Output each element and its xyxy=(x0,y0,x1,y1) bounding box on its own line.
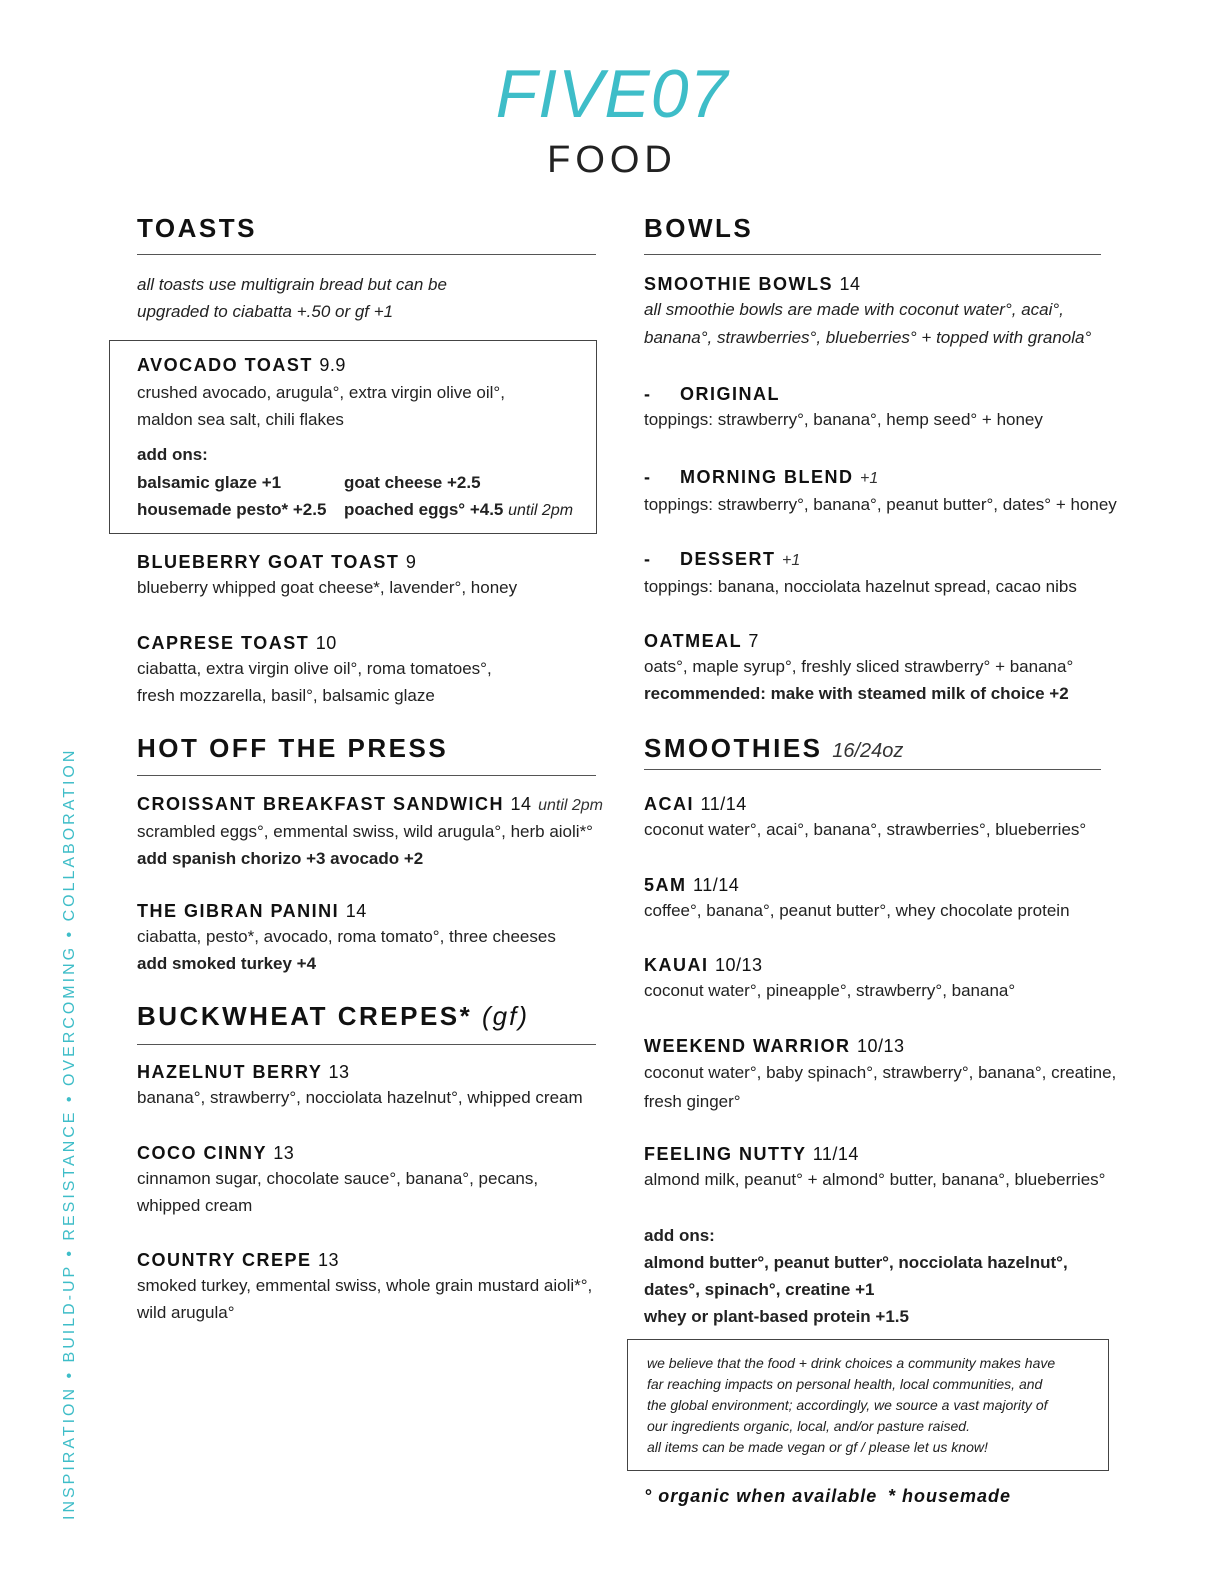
bowl-dessert: - DESSERT +1 toppings: banana, nocciolata hazelnut spread, cacao nibs xyxy=(644,549,1077,596)
smoothies-rule xyxy=(644,769,1101,770)
smoothie-bowls: SMOOTHIE BOWLS 14 all smoothie bowls are made with coconut water°, acai°, banana°, strawberries°, blueberries° + topped with granola° xyxy=(644,274,1092,347)
crepes-heading: BUCKWHEAT CREPES* (gf) xyxy=(137,1001,529,1031)
press-rule xyxy=(137,775,596,776)
smoothie-addons: add ons: almond butter°, peanut butter°, nocciolata hazelnut°, dates°, spinach°, creatine +1 whey or plant-based protein +1.5 xyxy=(644,1226,1068,1326)
smoothie-weekend-warrior: WEEKEND WARRIOR 10/13 coconut water°, baby spinach°, strawberry°, banana°, creatine, fresh ginger° xyxy=(644,1036,1117,1111)
gibran-panini: THE GIBRAN PANINI 14 ciabatta, pesto*, avocado, roma tomato°, three cheeses add smoked turkey +4 xyxy=(137,901,556,973)
side-values-text: INSPIRATION • BUILD-UP • RESISTANCE • OVERCOMING • COLLABORATION xyxy=(61,747,78,1520)
item-price: 9.9 xyxy=(319,355,346,375)
country-crepe: COUNTRY CREPE 13 smoked turkey, emmental swiss, whole grain mustard aioli*°, wild arugula° xyxy=(137,1250,593,1322)
toasts-rule xyxy=(137,254,596,255)
addon-goat-cheese: goat cheese +2.5 xyxy=(344,473,481,492)
crepes-rule xyxy=(137,1044,596,1045)
press-heading: HOT OFF THE PRESS xyxy=(137,733,449,763)
smoothie-acai: ACAI 11/14 coconut water°, acai°, banana°, strawberries°, blueberries° xyxy=(644,794,1087,839)
avocado-toast: AVOCADO TOAST 9.9 crushed avocado, arugula°, extra virgin olive oil°, maldon sea salt, chili flakes add ons: xyxy=(137,353,505,468)
addon-pesto: housemade pesto* +2.5 xyxy=(137,500,327,519)
menu-subtitle: FOOD xyxy=(547,139,677,181)
brand-logo: FIVE07 xyxy=(495,56,729,132)
item-name: AVOCADO TOAST xyxy=(137,355,313,375)
legend-organic: ° organic when available xyxy=(644,1486,878,1506)
croissant-sandwich: CROISSANT BREAKFAST SANDWICH 14 until 2pm scrambled eggs°, emmental swiss, wild arugula°, herb aioli*° add spanish chorizo +3 avocado +2 xyxy=(137,794,603,868)
oatmeal: OATMEAL 7 oats°, maple syrup°, freshly sliced strawberry° + banana° recommended: make with steamed milk of choice +2 xyxy=(644,631,1074,703)
bowl-morning-blend: - MORNING BLEND +1 toppings: strawberry°, banana°, peanut butter°, dates° + honey xyxy=(644,467,1117,514)
hazelnut-berry-crepe: HAZELNUT BERRY 13 banana°, strawberry°, nocciolata hazelnut°, whipped cream xyxy=(137,1062,583,1107)
blueberry-goat-toast: BLUEBERRY GOAT TOAST 9 blueberry whipped goat cheese*, lavender°, honey xyxy=(137,552,518,597)
addon-poached-eggs: poached eggs° +4.5 until 2pm xyxy=(344,500,574,519)
smoothie-5am: 5AM 11/14 coffee°, banana°, peanut butter°, whey chocolate protein xyxy=(644,875,1070,920)
bowl-original: - ORIGINAL toppings: strawberry°, banana°, hemp seed° + honey xyxy=(644,384,1043,429)
toasts-heading: TOASTS xyxy=(137,213,257,243)
coco-cinny-crepe: COCO CINNY 13 cinnamon sugar, chocolate sauce°, banana°, pecans, whipped cream xyxy=(137,1143,539,1215)
addons-label: add ons: xyxy=(137,445,208,464)
legend-housemade: * housemade xyxy=(888,1486,1012,1506)
toasts-intro: all toasts use multigrain bread but can be upgraded to ciabatta +.50 or gf +1 xyxy=(137,275,447,321)
smoothie-feeling-nutty: FEELING NUTTY 11/14 almond milk, peanut° + almond° butter, banana°, blueberries° xyxy=(644,1144,1106,1189)
statement-text: we believe that the food + drink choices a community makes have far reaching impacts on personal health, local communities, and the global environment; accordingly, we source a vast majority of our ingredients organic, local, and/or pasture raised. all items can be made vegan or gf / please let us know! xyxy=(647,1355,1056,1455)
smoothies-heading: SMOOTHIES 16/24oz xyxy=(644,733,904,763)
caprese-toast: CAPRESE TOAST 10 ciabatta, extra virgin olive oil°, roma tomatoes°, fresh mozzarella, basil°, balsamic glaze xyxy=(137,633,492,705)
bowls-rule xyxy=(644,254,1101,255)
bowls-heading: BOWLS xyxy=(644,213,754,243)
addon-balsamic: balsamic glaze +1 xyxy=(137,473,282,492)
smoothie-kauai: KAUAI 10/13 coconut water°, pineapple°, strawberry°, banana° xyxy=(644,955,1016,1000)
